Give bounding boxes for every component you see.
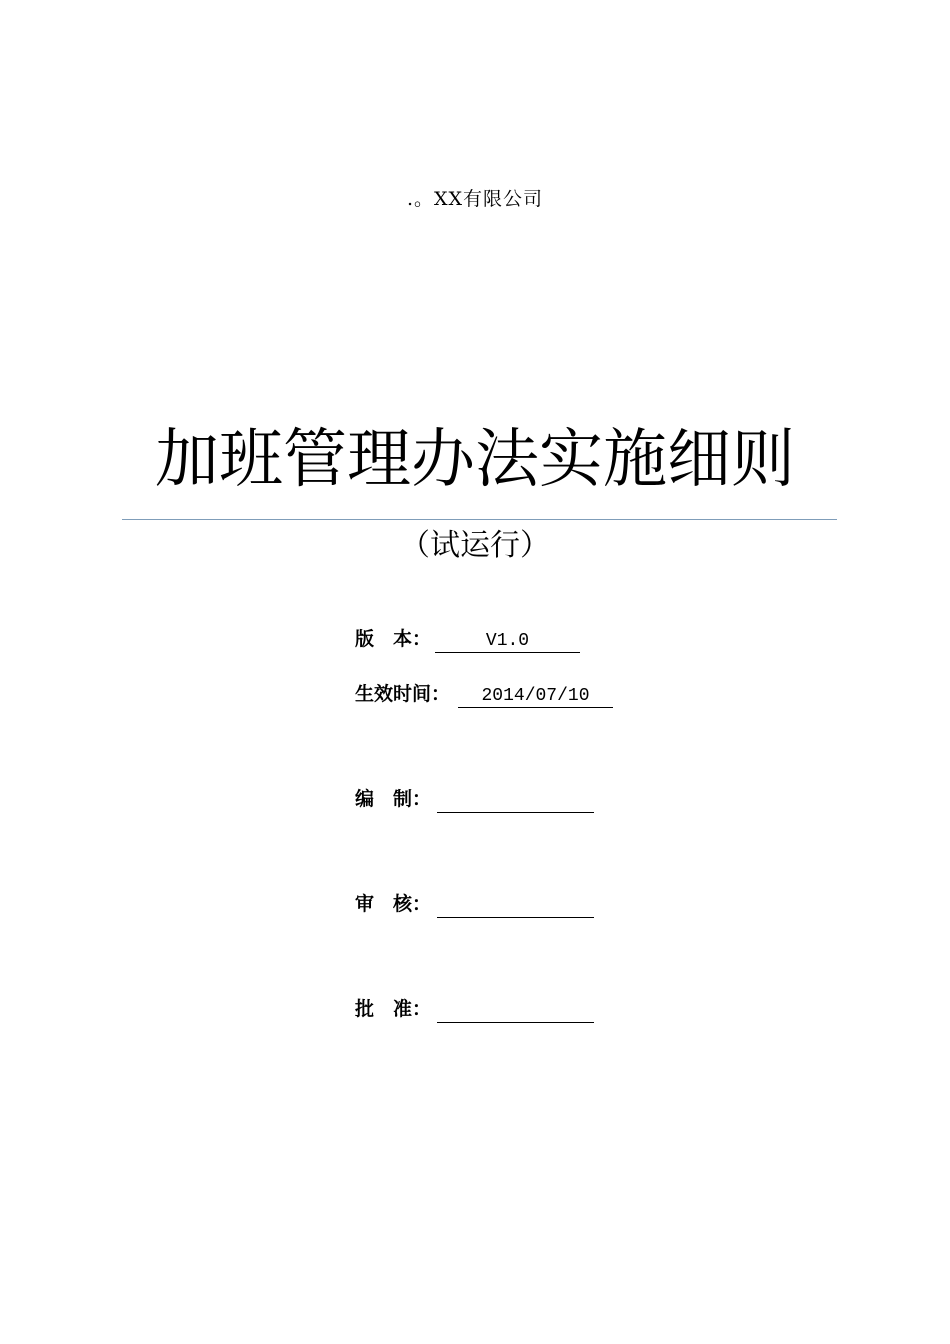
version-field	[355, 626, 580, 653]
approved-by-line	[437, 1000, 594, 1023]
approved-by-field	[355, 996, 594, 1023]
reviewed-by-label: 审 核：	[355, 893, 432, 915]
reviewed-by-field	[355, 891, 594, 918]
company-name: .。XX有限公司	[406, 188, 544, 210]
document-title: 加班管理办法实施细则	[155, 423, 795, 497]
approved-by-label: 批 准：	[355, 998, 432, 1020]
effective-date-field	[355, 681, 613, 708]
compiled-by-field	[355, 786, 594, 813]
effective-date-value: 2014/07/10	[458, 685, 613, 708]
title-divider	[122, 519, 837, 520]
reviewed-by-line	[437, 895, 594, 918]
compiled-by-label: 编 制：	[355, 788, 432, 810]
document-subtitle: （试运行）	[400, 528, 550, 563]
version-value: V1.0	[435, 630, 580, 653]
compiled-by-line	[437, 790, 594, 813]
version-label: 版 本：	[355, 628, 432, 650]
effective-date-label: 生效时间：	[355, 683, 451, 705]
